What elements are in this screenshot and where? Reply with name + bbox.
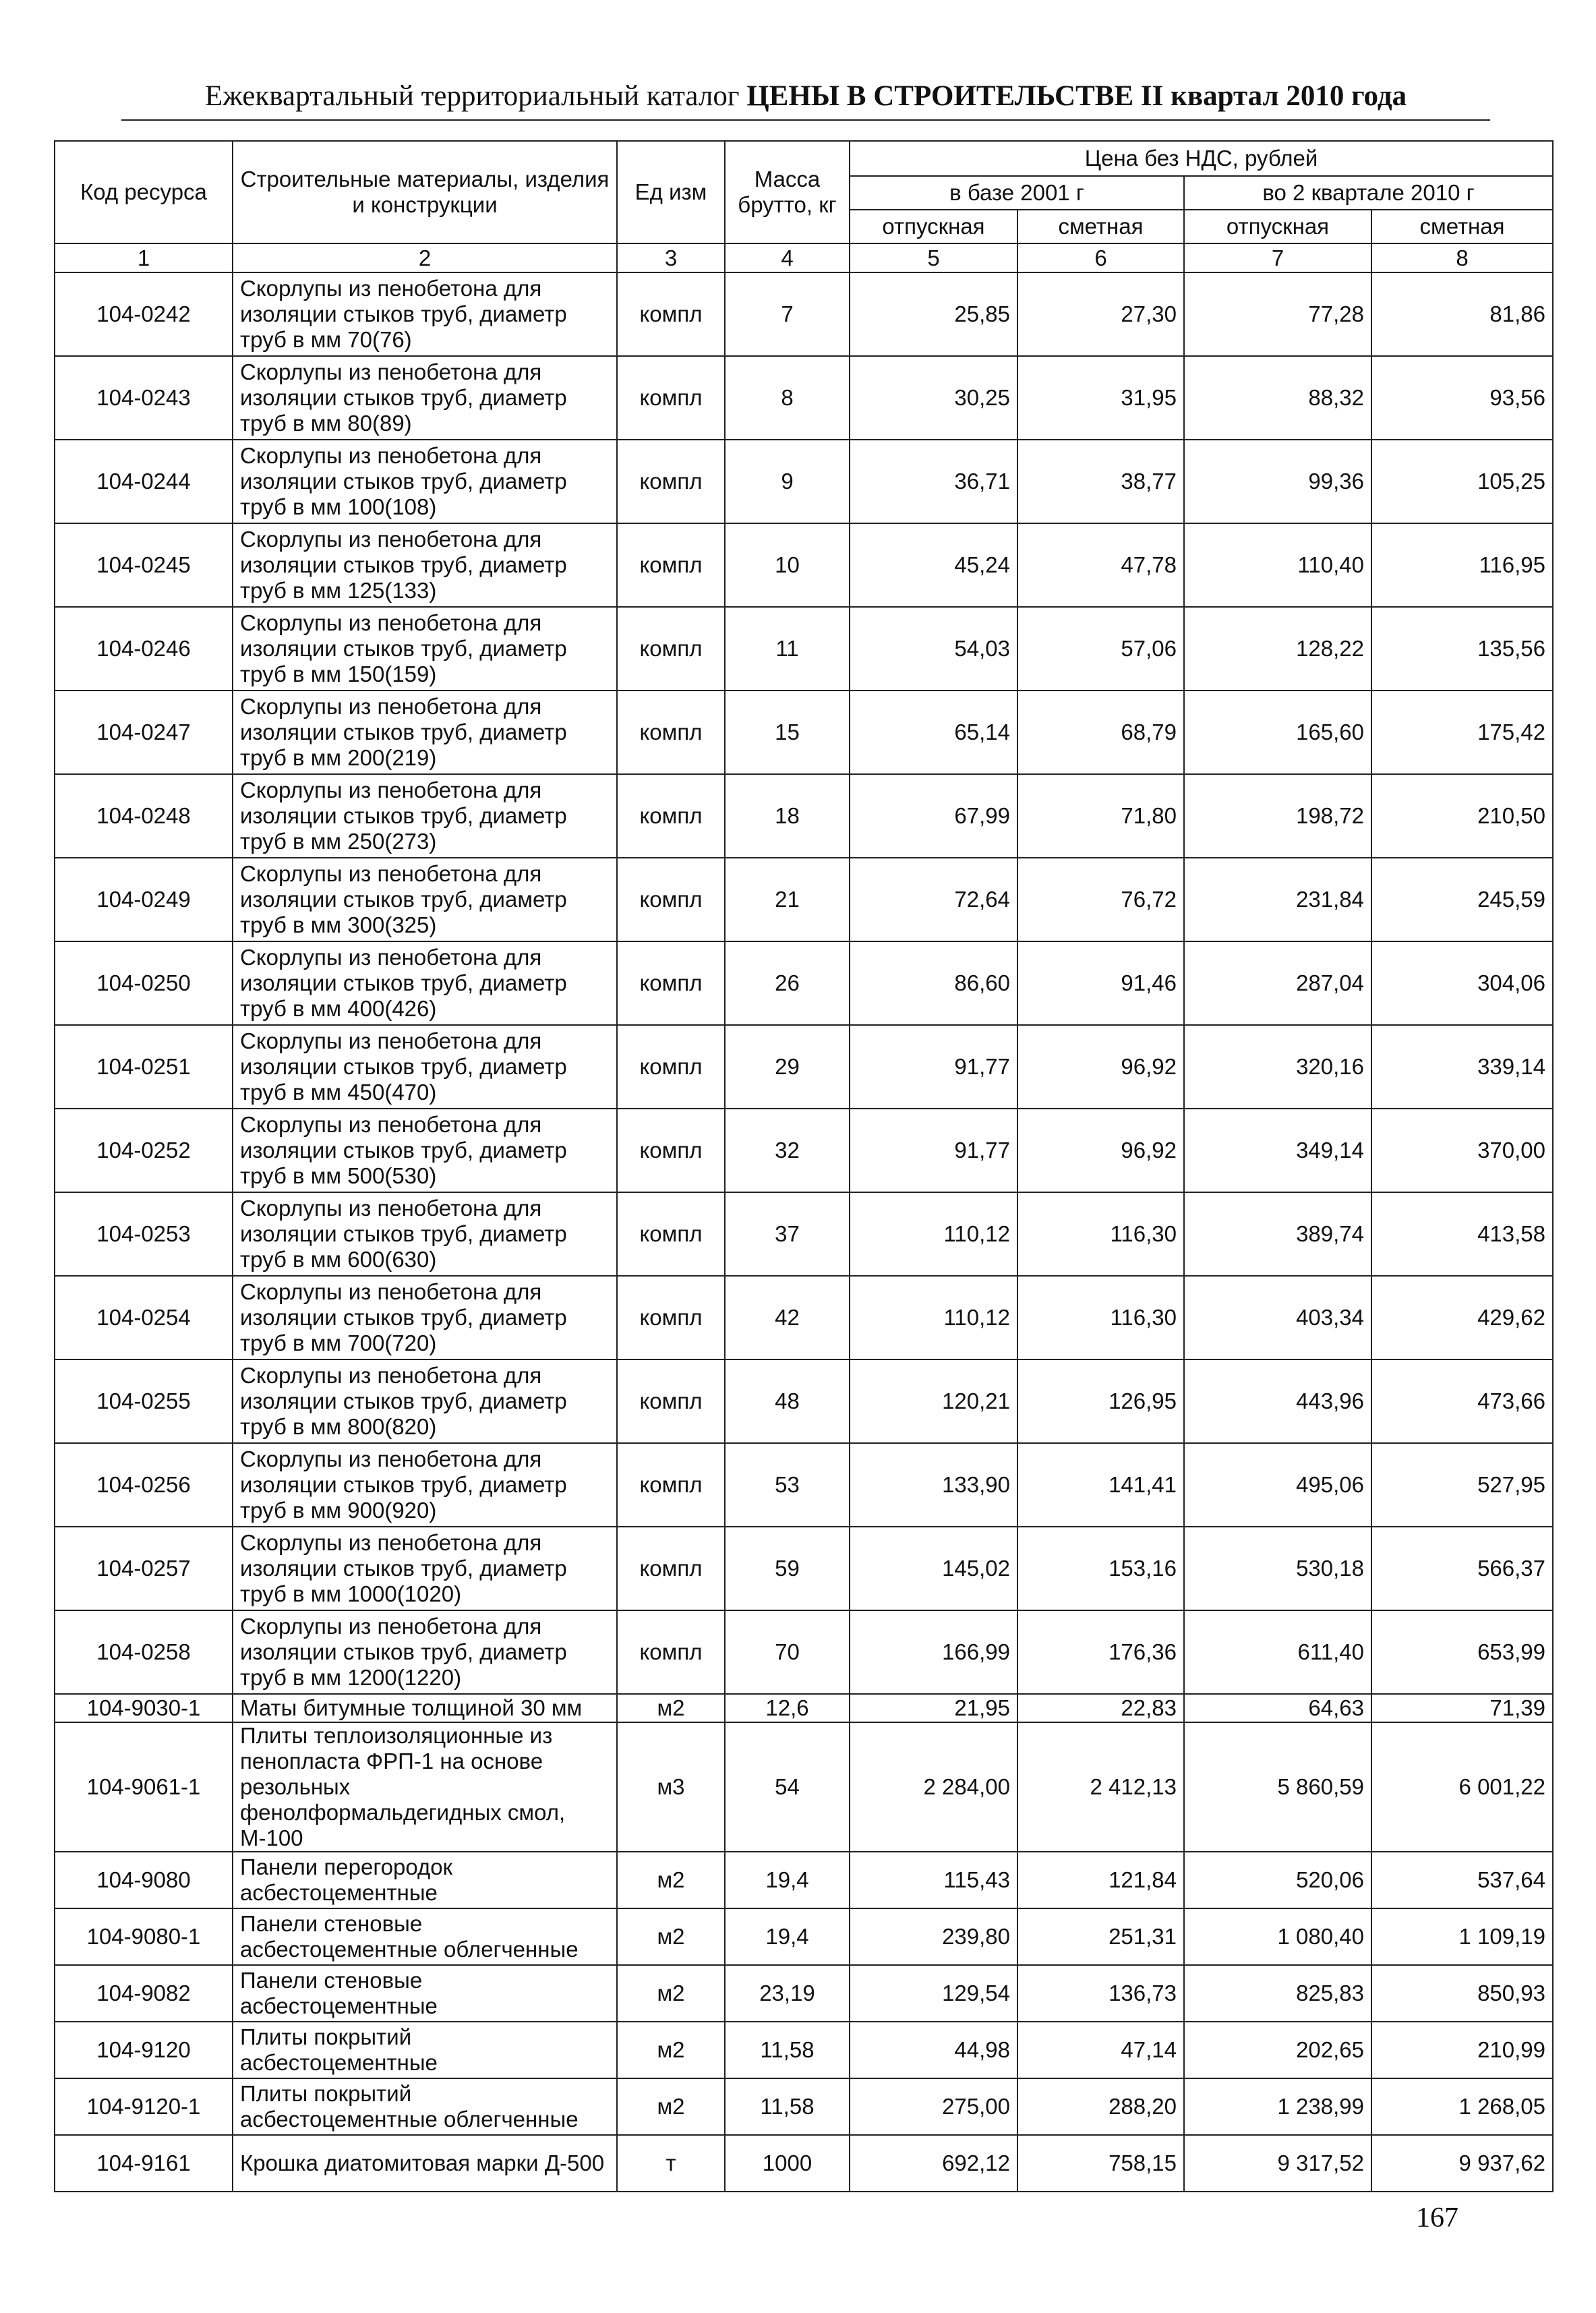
price-estimate-2010: 339,14	[1371, 1025, 1553, 1109]
header-base-2001: в базе 2001 г	[850, 176, 1184, 210]
price-release-2001: 67,99	[850, 774, 1017, 858]
price-estimate-2010: 566,37	[1371, 1527, 1553, 1610]
table-row	[55, 1722, 1553, 1852]
resource-code: 104-9030-1	[55, 1694, 233, 1722]
column-number: 4	[725, 243, 850, 272]
resource-code: 104-0258	[55, 1610, 233, 1694]
price-estimate-2010: 527,95	[1371, 1443, 1553, 1527]
price-release-2001: 30,25	[850, 356, 1017, 440]
table-row	[55, 1694, 1553, 1722]
price-release-2010: 495,06	[1184, 1443, 1371, 1527]
header-q2-2010: во 2 квартале 2010 г	[1184, 176, 1553, 210]
material-name: Скорлупы из пенобетона для изоляции стыков труб, диаметр труб в мм 900(920)	[233, 1443, 617, 1527]
table-row	[55, 440, 1553, 523]
price-release-2010: 1 080,40	[1184, 1908, 1371, 1965]
price-release-2010: 198,72	[1184, 774, 1371, 858]
price-release-2010: 64,63	[1184, 1694, 1371, 1722]
price-release-2010: 520,06	[1184, 1852, 1371, 1908]
unit: компл	[617, 1527, 725, 1610]
unit: компл	[617, 1359, 725, 1443]
resource-code: 104-9061-1	[55, 1722, 233, 1852]
mass-gross: 1000	[725, 2135, 850, 2192]
price-release-2010: 320,16	[1184, 1025, 1371, 1109]
mass-gross: 70	[725, 1610, 850, 1694]
price-release-2010: 202,65	[1184, 2022, 1371, 2078]
table-row	[55, 1109, 1553, 1192]
price-release-2001: 86,60	[850, 941, 1017, 1025]
mass-gross: 9	[725, 440, 850, 523]
price-estimate-2001: 57,06	[1017, 607, 1184, 691]
resource-code: 104-0244	[55, 440, 233, 523]
price-estimate-2010: 9 937,62	[1371, 2135, 1553, 2192]
resource-code: 104-0254	[55, 1276, 233, 1359]
price-release-2010: 99,36	[1184, 440, 1371, 523]
price-estimate-2001: 288,20	[1017, 2078, 1184, 2135]
table-row	[55, 2135, 1553, 2192]
header-estimate-2001: сметная	[1017, 210, 1184, 243]
material-name: Панели перегородок асбестоцементные	[233, 1852, 617, 1908]
price-release-2001: 110,12	[850, 1276, 1017, 1359]
mass-gross: 11,58	[725, 2022, 850, 2078]
table-row	[55, 523, 1553, 607]
mass-gross: 18	[725, 774, 850, 858]
material-name: Скорлупы из пенобетона для изоляции стыков труб, диаметр труб в мм 400(426)	[233, 941, 617, 1025]
page-header	[121, 80, 1490, 113]
resource-code: 104-0247	[55, 691, 233, 774]
price-table	[54, 140, 1554, 2192]
price-release-2010: 1 238,99	[1184, 2078, 1371, 2135]
unit: компл	[617, 272, 725, 356]
price-estimate-2010: 210,50	[1371, 774, 1553, 858]
price-estimate-2010: 413,58	[1371, 1192, 1553, 1276]
table-row	[55, 1443, 1553, 1527]
price-estimate-2001: 68,79	[1017, 691, 1184, 774]
price-release-2001: 692,12	[850, 2135, 1017, 2192]
price-estimate-2001: 47,78	[1017, 523, 1184, 607]
resource-code: 104-0245	[55, 523, 233, 607]
price-release-2010: 443,96	[1184, 1359, 1371, 1443]
price-release-2001: 110,12	[850, 1192, 1017, 1276]
unit: м2	[617, 1965, 725, 2022]
price-estimate-2010: 6 001,22	[1371, 1722, 1553, 1852]
table-row	[55, 941, 1553, 1025]
unit: компл	[617, 1276, 725, 1359]
price-estimate-2010: 850,93	[1371, 1965, 1553, 2022]
mass-gross: 26	[725, 941, 850, 1025]
price-estimate-2010: 93,56	[1371, 356, 1553, 440]
material-name: Скорлупы из пенобетона для изоляции стыков труб, диаметр труб в мм 70(76)	[233, 272, 617, 356]
price-estimate-2001: 153,16	[1017, 1527, 1184, 1610]
material-name: Скорлупы из пенобетона для изоляции стыков труб, диаметр труб в мм 250(273)	[233, 774, 617, 858]
price-release-2010: 825,83	[1184, 1965, 1371, 2022]
price-release-2010: 403,34	[1184, 1276, 1371, 1359]
material-name: Скорлупы из пенобетона для изоляции стыков труб, диаметр труб в мм 600(630)	[233, 1192, 617, 1276]
resource-code: 104-0253	[55, 1192, 233, 1276]
resource-code: 104-9082	[55, 1965, 233, 2022]
price-estimate-2010: 1 109,19	[1371, 1908, 1553, 1965]
header-unit: Ед изм	[617, 141, 725, 243]
header-prefix: Ежеквартальный территориальный каталог	[204, 80, 740, 112]
resource-code: 104-9080	[55, 1852, 233, 1908]
table-row	[55, 1908, 1553, 1965]
price-estimate-2010: 116,95	[1371, 523, 1553, 607]
table-row	[55, 1610, 1553, 1694]
price-estimate-2001: 116,30	[1017, 1192, 1184, 1276]
table-row	[55, 272, 1553, 356]
material-name: Скорлупы из пенобетона для изоляции стыков труб, диаметр труб в мм 125(133)	[233, 523, 617, 607]
price-release-2010: 231,84	[1184, 858, 1371, 941]
unit: м2	[617, 1908, 725, 1965]
price-release-2001: 275,00	[850, 2078, 1017, 2135]
price-estimate-2010: 210,99	[1371, 2022, 1553, 2078]
price-estimate-2001: 38,77	[1017, 440, 1184, 523]
table-row	[55, 607, 1553, 691]
price-release-2001: 72,64	[850, 858, 1017, 941]
resource-code: 104-0251	[55, 1025, 233, 1109]
price-release-2010: 611,40	[1184, 1610, 1371, 1694]
price-estimate-2001: 91,46	[1017, 941, 1184, 1025]
unit: компл	[617, 1443, 725, 1527]
price-release-2001: 65,14	[850, 691, 1017, 774]
price-estimate-2001: 2 412,13	[1017, 1722, 1184, 1852]
header-code: Код ресурса	[55, 141, 233, 243]
price-estimate-2001: 176,36	[1017, 1610, 1184, 1694]
price-estimate-2010: 304,06	[1371, 941, 1553, 1025]
price-estimate-2010: 429,62	[1371, 1276, 1553, 1359]
resource-code: 104-9080-1	[55, 1908, 233, 1965]
price-estimate-2001: 141,41	[1017, 1443, 1184, 1527]
price-release-2010: 77,28	[1184, 272, 1371, 356]
price-release-2010: 349,14	[1184, 1109, 1371, 1192]
price-estimate-2001: 96,92	[1017, 1025, 1184, 1109]
material-name: Плиты покрытий асбестоцементные облегченные	[233, 2078, 617, 2135]
resource-code: 104-9161	[55, 2135, 233, 2192]
unit: компл	[617, 691, 725, 774]
unit: компл	[617, 774, 725, 858]
mass-gross: 29	[725, 1025, 850, 1109]
mass-gross: 11,58	[725, 2078, 850, 2135]
price-estimate-2010: 537,64	[1371, 1852, 1553, 1908]
unit: м2	[617, 1852, 725, 1908]
price-estimate-2001: 116,30	[1017, 1276, 1184, 1359]
price-release-2010: 389,74	[1184, 1192, 1371, 1276]
table-row	[55, 1359, 1553, 1443]
mass-gross: 21	[725, 858, 850, 941]
price-estimate-2001: 71,80	[1017, 774, 1184, 858]
mass-gross: 54	[725, 1722, 850, 1852]
table-row	[55, 858, 1553, 941]
price-estimate-2010: 71,39	[1371, 1694, 1553, 1722]
price-release-2001: 129,54	[850, 1965, 1017, 2022]
unit: компл	[617, 1192, 725, 1276]
price-estimate-2010: 1 268,05	[1371, 2078, 1553, 2135]
mass-gross: 48	[725, 1359, 850, 1443]
mass-gross: 10	[725, 523, 850, 607]
resource-code: 104-0243	[55, 356, 233, 440]
unit: т	[617, 2135, 725, 2192]
price-release-2001: 36,71	[850, 440, 1017, 523]
resource-code: 104-9120	[55, 2022, 233, 2078]
material-name: Маты битумные толщиной 30 мм	[233, 1694, 617, 1722]
price-estimate-2001: 136,73	[1017, 1965, 1184, 2022]
header-name: Строительные материалы, изделия и конструкции	[233, 141, 617, 243]
price-estimate-2010: 81,86	[1371, 272, 1553, 356]
price-release-2001: 115,43	[850, 1852, 1017, 1908]
resource-code: 104-0250	[55, 941, 233, 1025]
price-release-2010: 88,32	[1184, 356, 1371, 440]
resource-code: 104-0246	[55, 607, 233, 691]
price-estimate-2010: 473,66	[1371, 1359, 1553, 1443]
resource-code: 104-0249	[55, 858, 233, 941]
table-row	[55, 1025, 1553, 1109]
price-release-2010: 530,18	[1184, 1527, 1371, 1610]
resource-code: 104-0242	[55, 272, 233, 356]
price-release-2010: 128,22	[1184, 607, 1371, 691]
column-number: 8	[1371, 243, 1553, 272]
column-number: 2	[233, 243, 617, 272]
unit: м2	[617, 2078, 725, 2135]
unit: м2	[617, 1694, 725, 1722]
table-row	[55, 2078, 1553, 2135]
header-release-2001: отпускная	[850, 210, 1017, 243]
unit: компл	[617, 858, 725, 941]
resource-code: 104-0252	[55, 1109, 233, 1192]
table-row	[55, 1527, 1553, 1610]
price-estimate-2010: 175,42	[1371, 691, 1553, 774]
unit: компл	[617, 941, 725, 1025]
material-name: Панели стеновые асбестоцементные облегченные	[233, 1908, 617, 1965]
price-release-2001: 133,90	[850, 1443, 1017, 1527]
mass-gross: 19,4	[725, 1852, 850, 1908]
price-release-2001: 21,95	[850, 1694, 1017, 1722]
price-estimate-2001: 27,30	[1017, 272, 1184, 356]
header-title: ЦЕНЫ В СТРОИТЕЛЬСТВЕ II квартал 2010 года	[746, 80, 1407, 112]
mass-gross: 42	[725, 1276, 850, 1359]
price-release-2001: 120,21	[850, 1359, 1017, 1443]
unit: компл	[617, 1109, 725, 1192]
unit: компл	[617, 1610, 725, 1694]
resource-code: 104-0255	[55, 1359, 233, 1443]
price-estimate-2010: 653,99	[1371, 1610, 1553, 1694]
mass-gross: 37	[725, 1192, 850, 1276]
column-number: 6	[1017, 243, 1184, 272]
mass-gross: 8	[725, 356, 850, 440]
material-name: Скорлупы из пенобетона для изоляции стыков труб, диаметр труб в мм 80(89)	[233, 356, 617, 440]
material-name: Скорлупы из пенобетона для изоляции стыков труб, диаметр труб в мм 800(820)	[233, 1359, 617, 1443]
mass-gross: 19,4	[725, 1908, 850, 1965]
mass-gross: 23,19	[725, 1965, 850, 2022]
unit: м3	[617, 1722, 725, 1852]
price-estimate-2010: 135,56	[1371, 607, 1553, 691]
table-row	[55, 1852, 1553, 1908]
unit: м2	[617, 2022, 725, 2078]
resource-code: 104-0256	[55, 1443, 233, 1527]
resource-code: 104-9120-1	[55, 2078, 233, 2135]
table-row	[55, 774, 1553, 858]
price-estimate-2010: 370,00	[1371, 1109, 1553, 1192]
header-mass: Масса брутто, кг	[725, 141, 850, 243]
unit: компл	[617, 1025, 725, 1109]
unit: компл	[617, 523, 725, 607]
material-name: Скорлупы из пенобетона для изоляции стыков труб, диаметр труб в мм 700(720)	[233, 1276, 617, 1359]
column-number: 3	[617, 243, 725, 272]
price-estimate-2010: 245,59	[1371, 858, 1553, 941]
table-row	[55, 2022, 1553, 2078]
mass-gross: 53	[725, 1443, 850, 1527]
column-number: 1	[55, 243, 233, 272]
price-release-2001: 54,03	[850, 607, 1017, 691]
material-name: Скорлупы из пенобетона для изоляции стыков труб, диаметр труб в мм 150(159)	[233, 607, 617, 691]
price-release-2010: 5 860,59	[1184, 1722, 1371, 1852]
table-row	[55, 691, 1553, 774]
resource-code: 104-0248	[55, 774, 233, 858]
price-estimate-2001: 121,84	[1017, 1852, 1184, 1908]
mass-gross: 59	[725, 1527, 850, 1610]
header-price: Цена без НДС, рублей	[850, 141, 1553, 176]
price-estimate-2001: 31,95	[1017, 356, 1184, 440]
material-name: Скорлупы из пенобетона для изоляции стыков труб, диаметр труб в мм 100(108)	[233, 440, 617, 523]
mass-gross: 15	[725, 691, 850, 774]
material-name: Панели стеновые асбестоцементные	[233, 1965, 617, 2022]
price-release-2001: 145,02	[850, 1527, 1017, 1610]
price-estimate-2010: 105,25	[1371, 440, 1553, 523]
price-release-2001: 91,77	[850, 1109, 1017, 1192]
material-name: Скорлупы из пенобетона для изоляции стыков труб, диаметр труб в мм 1200(1220)	[233, 1610, 617, 1694]
material-name: Плиты теплоизоляционные из пенопласта ФРП-1 на основе резольных фенолформальдегидных смол, М-100	[233, 1722, 617, 1852]
material-name: Скорлупы из пенобетона для изоляции стыков труб, диаметр труб в мм 1000(1020)	[233, 1527, 617, 1610]
price-release-2010: 9 317,52	[1184, 2135, 1371, 2192]
table-row	[55, 1192, 1553, 1276]
price-release-2001: 25,85	[850, 272, 1017, 356]
price-estimate-2001: 76,72	[1017, 858, 1184, 941]
price-release-2010: 110,40	[1184, 523, 1371, 607]
price-release-2001: 91,77	[850, 1025, 1017, 1109]
page-number: 167	[1416, 2202, 1458, 2233]
price-estimate-2001: 22,83	[1017, 1694, 1184, 1722]
price-estimate-2001: 251,31	[1017, 1908, 1184, 1965]
price-release-2001: 2 284,00	[850, 1722, 1017, 1852]
header-release-2010: отпускная	[1184, 210, 1371, 243]
material-name: Плиты покрытий асбестоцементные	[233, 2022, 617, 2078]
price-release-2001: 45,24	[850, 523, 1017, 607]
price-estimate-2001: 126,95	[1017, 1359, 1184, 1443]
column-number: 5	[850, 243, 1017, 272]
price-release-2001: 44,98	[850, 2022, 1017, 2078]
table-row	[55, 1965, 1553, 2022]
column-number: 7	[1184, 243, 1371, 272]
mass-gross: 11	[725, 607, 850, 691]
unit: компл	[617, 607, 725, 691]
material-name: Крошка диатомитовая марки Д-500	[233, 2135, 617, 2192]
price-estimate-2001: 47,14	[1017, 2022, 1184, 2078]
material-name: Скорлупы из пенобетона для изоляции стыков труб, диаметр труб в мм 450(470)	[233, 1025, 617, 1109]
price-release-2001: 166,99	[850, 1610, 1017, 1694]
mass-gross: 12,6	[725, 1694, 850, 1722]
material-name: Скорлупы из пенобетона для изоляции стыков труб, диаметр труб в мм 500(530)	[233, 1109, 617, 1192]
mass-gross: 7	[725, 272, 850, 356]
mass-gross: 32	[725, 1109, 850, 1192]
price-estimate-2001: 96,92	[1017, 1109, 1184, 1192]
table-row	[55, 356, 1553, 440]
material-name: Скорлупы из пенобетона для изоляции стыков труб, диаметр труб в мм 300(325)	[233, 858, 617, 941]
price-release-2010: 165,60	[1184, 691, 1371, 774]
table-row	[55, 1276, 1553, 1359]
header-estimate-2010: сметная	[1371, 210, 1553, 243]
material-name: Скорлупы из пенобетона для изоляции стыков труб, диаметр труб в мм 200(219)	[233, 691, 617, 774]
unit: компл	[617, 356, 725, 440]
unit: компл	[617, 440, 725, 523]
resource-code: 104-0257	[55, 1527, 233, 1610]
price-release-2010: 287,04	[1184, 941, 1371, 1025]
price-release-2001: 239,80	[850, 1908, 1017, 1965]
header-rule	[121, 119, 1490, 121]
price-estimate-2001: 758,15	[1017, 2135, 1184, 2192]
